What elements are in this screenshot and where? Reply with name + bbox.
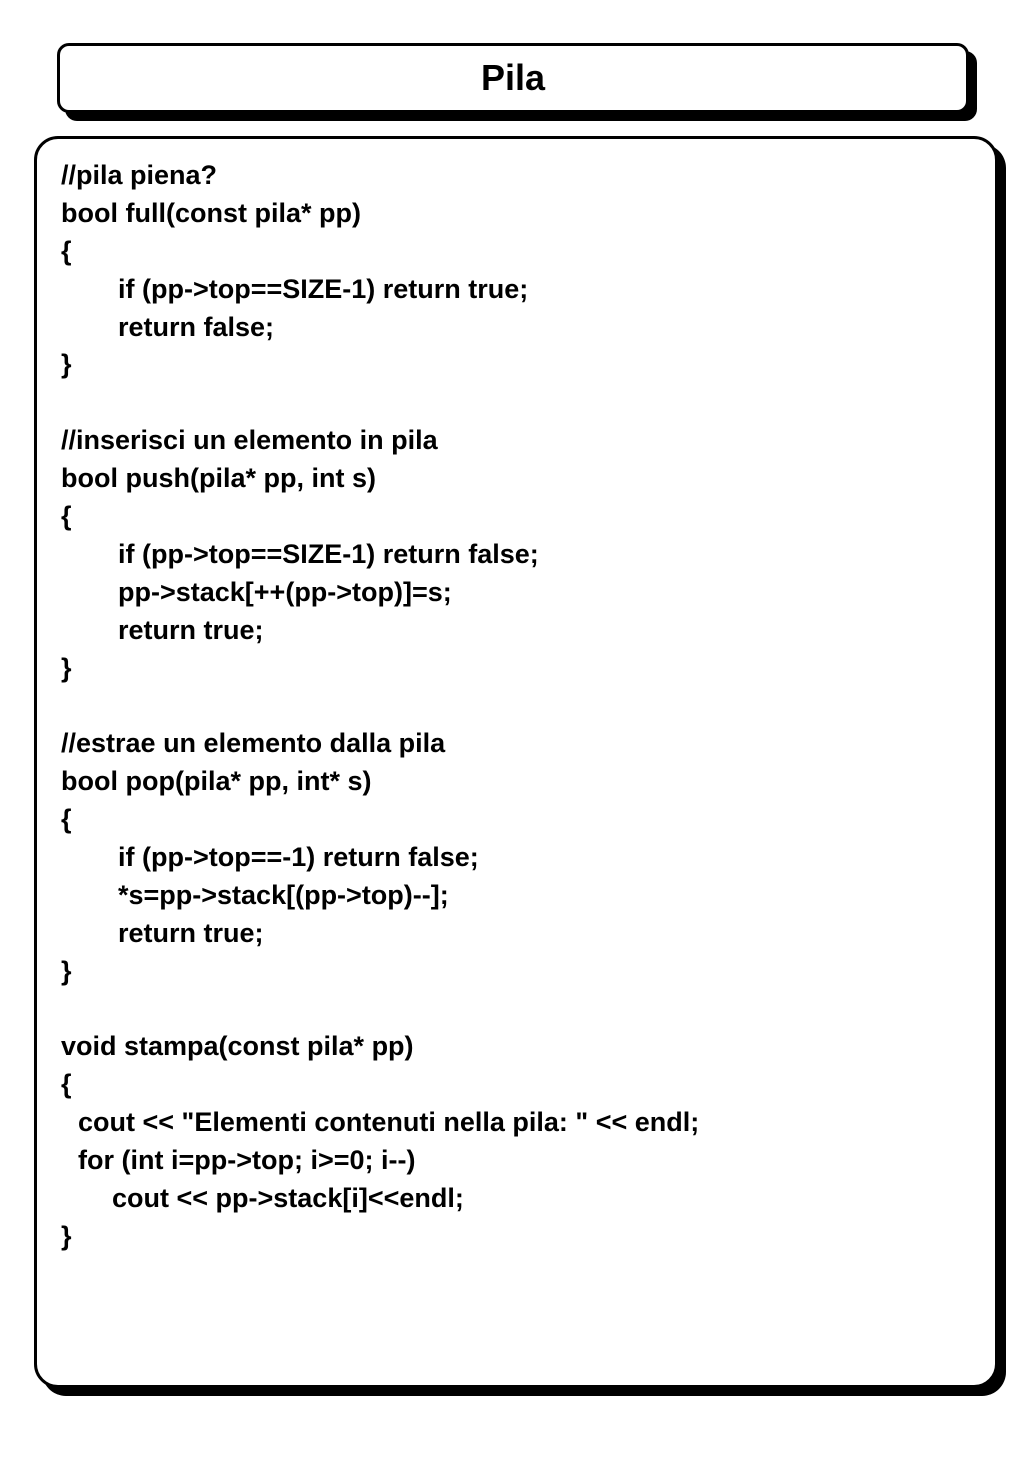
code-line: return false; [118,311,275,342]
code-line: } [61,349,72,380]
code-line [61,384,699,422]
code-line: } [61,1220,72,1251]
code-line: { [61,235,72,266]
code-line: cout << pp->stack[i]<<endl; [112,1183,464,1214]
code-line [61,991,699,1029]
code-line: if (pp->top==SIZE-1) return false; [118,538,539,569]
code-line: *s=pp->stack[(pp->top)--]; [118,879,449,910]
code-line: return true; [118,917,264,948]
code-line: if (pp->top==SIZE-1) return true; [118,273,529,304]
code-line: pp->stack[++(pp->top)]=s; [118,576,452,607]
code-panel [34,136,998,1388]
code-line: return true; [118,614,264,645]
code-line: for (int i=pp->top; i>=0; i--) [78,1145,416,1176]
code-line: { [61,1069,72,1100]
code-line: } [61,955,72,986]
code-line: //pila piena? [61,160,218,190]
code-line: //inserisci un elemento in pila [61,425,438,456]
code-line: } [61,652,72,683]
code-line: { [61,501,72,532]
code-line: if (pp->top==-1) return false; [118,842,479,873]
code-line [61,687,699,725]
code-line: bool push(pila* pp, int s) [61,463,376,494]
slide-title: Pila [480,57,546,98]
code-line: cout << "Elementi contenuti nella pila: " << endl; [78,1107,700,1138]
code-line: void stampa(const pila* pp) [61,1031,414,1062]
code-line: bool pop(pila* pp, int* s) [61,766,372,797]
code-line: { [61,804,72,835]
slide-title-box [57,43,969,113]
code-line: //estrae un elemento dalla pila [61,728,446,759]
code-line: bool full(const pila* pp) [61,197,361,228]
code-listing [61,157,699,1256]
